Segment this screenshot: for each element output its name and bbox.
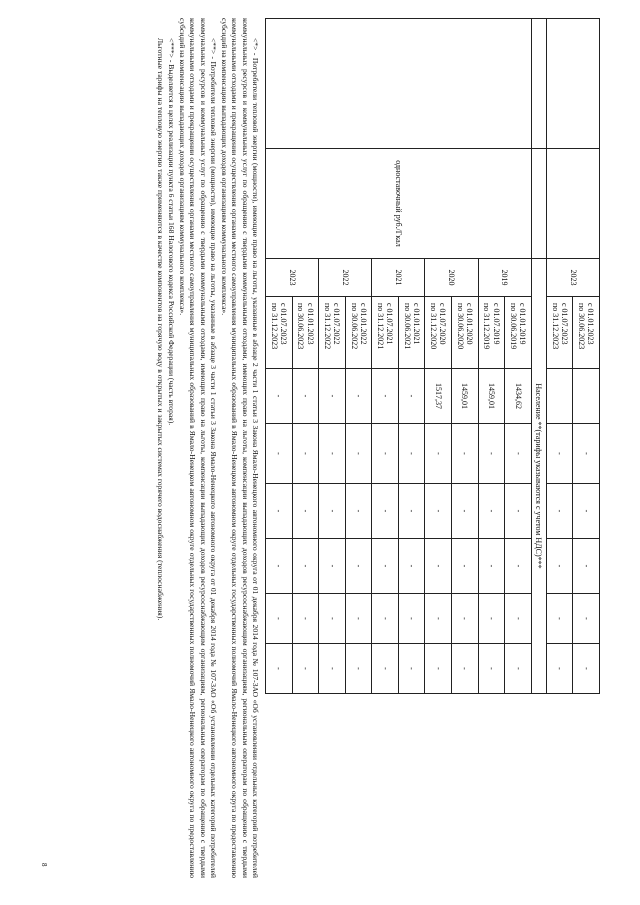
tariff-value: -: [398, 369, 425, 424]
page-number: 8: [40, 863, 48, 867]
period-cell: с 01.01.2023 по 30.06.2023: [573, 297, 600, 369]
tariff-value: 1434,62: [505, 369, 532, 424]
table-row: [505, 19, 532, 694]
value-cell: -: [505, 424, 532, 484]
value-cell: -: [505, 594, 532, 644]
period-cell: с 01.01.2023 по 30.06.2023: [292, 297, 319, 369]
tariff-value: 1517,37: [425, 369, 452, 424]
period-cell: с 01.01.2022 по 30.06.2022: [345, 297, 372, 369]
value-cell: -: [573, 594, 600, 644]
value-cell: -: [319, 594, 346, 644]
period-cell: с 01.07.2021 по 31.12.2021: [372, 297, 399, 369]
value-cell: -: [292, 594, 319, 644]
value-cell: -: [398, 594, 425, 644]
value-cell: -: [573, 484, 600, 539]
period-cell: с 01.01.2020 по 30.06.2020: [452, 297, 479, 369]
value-cell: -: [425, 484, 452, 539]
period-cell: с 01.07.2022 по 31.12.2022: [319, 297, 346, 369]
period-cell: с 01.07.2019 по 31.12.2019: [478, 297, 505, 369]
blank-cell: [531, 149, 546, 259]
value-cell: -: [425, 539, 452, 594]
period-cell: с 01.01.2021 по 30.06.2021: [398, 297, 425, 369]
tariff-value: -: [345, 369, 372, 424]
period-cell: с 01.01.2019 по 30.06.2019: [505, 297, 532, 369]
table-row: [531, 19, 546, 694]
unit-cell: одноставочный руб./Гкал: [266, 149, 532, 259]
value-cell: -: [319, 424, 346, 484]
value-cell: -: [546, 484, 573, 539]
value-cell: -: [345, 484, 372, 539]
footnote: <**> - Потребители тепловой энергии (мощности), имеющие право на льготы, указанные в абзаце 3 части 1 статьи 3 Закона Ямало-Ненецкого автономного округа от 01 декабря 2014 года № 107-ЗАО «Об установлении отдельных категорий потребителей коммунальных ресурсов и коммунальных услуг по обращению с твердыми коммунальными отходами, имеющих право на льготы, компенсации выпадающих доходов ресурсоснабжающим организациям, региональным операторам по обращению с твердыми коммунальными отходами и прекращении осуществления органами местного самоуправления муниципальных образований в Ямало-Ненецком автономном округе отдельных государственных полномочий Ямало-Ненецкого автономного округа по предоставлению субсидий на компенсацию выпадающих доходов организациям коммунального комплекса».: [178, 18, 218, 878]
tariff-value: -: [266, 369, 293, 424]
value-cell: -: [345, 594, 372, 644]
value-cell: -: [452, 644, 479, 694]
year-cell: 2019: [478, 259, 531, 297]
value-cell: -: [573, 539, 600, 594]
value-cell: -: [505, 644, 532, 694]
tariff-value: 1459,01: [478, 369, 505, 424]
year-cell: 2021: [372, 259, 425, 297]
value-cell: -: [372, 644, 399, 694]
value-cell: -: [546, 424, 573, 484]
value-cell: -: [425, 594, 452, 644]
value-cell: -: [546, 644, 573, 694]
footnote: <***> - Выделяется в целях реализации пункта 6 статьи 168 Налогового кодекса Российской Федерации (часть вторая).: [167, 38, 176, 426]
value-cell: -: [266, 594, 293, 644]
value-cell: -: [478, 644, 505, 694]
blank-cell: [546, 149, 599, 259]
year-cell: 2023: [266, 259, 319, 297]
value-cell: -: [478, 594, 505, 644]
rotated-page: [40, 18, 600, 888]
tariff-value: 1459,01: [452, 369, 479, 424]
value-cell: -: [292, 424, 319, 484]
value-cell: -: [478, 484, 505, 539]
value-cell: -: [345, 424, 372, 484]
value-cell: -: [478, 424, 505, 484]
value-cell: -: [398, 644, 425, 694]
value-cell: -: [452, 424, 479, 484]
value-cell: -: [372, 539, 399, 594]
value-cell: -: [266, 484, 293, 539]
value-cell: -: [319, 644, 346, 694]
tariff-value: [546, 369, 573, 424]
period-cell: с 01.07.2023 по 31.12.2023: [266, 297, 293, 369]
value-cell: -: [505, 539, 532, 594]
value-cell: -: [345, 644, 372, 694]
value-cell: -: [319, 484, 346, 539]
tariff-value: [573, 369, 600, 424]
value-cell: -: [452, 594, 479, 644]
year-cell: 2020: [425, 259, 478, 297]
value-cell: -: [425, 424, 452, 484]
value-cell: -: [266, 424, 293, 484]
value-cell: -: [573, 424, 600, 484]
value-cell: -: [398, 424, 425, 484]
value-cell: -: [478, 539, 505, 594]
tariff-table: [265, 18, 600, 694]
value-cell: -: [573, 644, 600, 694]
footnote: Льготные тарифы на тепловую энергию также применяются в качестве компонентов на горячую воду в открытых и закрытых системах горячего водоснабжения (теплоснабжения).: [155, 38, 165, 621]
value-cell: -: [398, 539, 425, 594]
value-cell: -: [266, 539, 293, 594]
value-cell: -: [372, 594, 399, 644]
value-cell: -: [292, 539, 319, 594]
value-cell: -: [425, 644, 452, 694]
value-cell: -: [452, 484, 479, 539]
tariff-value: -: [372, 369, 399, 424]
value-cell: -: [292, 484, 319, 539]
period-cell: с 01.07.2023 по 31.12.2023: [546, 297, 573, 369]
section-header: Население **(тарифы указываются с учетом НДС)***: [531, 259, 546, 694]
table-row: [573, 19, 600, 694]
blank-cell: [266, 19, 532, 149]
value-cell: -: [452, 539, 479, 594]
value-cell: -: [319, 539, 346, 594]
blank-cell: [531, 19, 546, 149]
value-cell: -: [345, 539, 372, 594]
value-cell: -: [546, 594, 573, 644]
year-cell: 2022: [319, 259, 372, 297]
tariff-value: -: [319, 369, 346, 424]
footnote: <*> - Потребители тепловой энергии (мощности), имеющие право на льготы, указанные в абзаце 2 части 1 статьи 3 Закона Ямало-Ненецкого автономного округа от 01 декабря 2014 года № 107-ЗАО «Об установлении отдельных категорий потребителей коммунальных ресурсов и коммунальных услуг по обращению с твердыми коммунальными отходами, имеющих право на льготы, компенсации выпадающих доходов ресурсоснабжающим организациям, региональным операторам по обращению с твердыми коммунальными отходами и прекращении осуществления органами местного самоуправления муниципальных образований в Ямало-Ненецком автономном округе отдельных государственных полномочий Ямало-Ненецкого автономного округа по предоставлению субсидий на компенсацию выпадающих доходов организациям коммунального комплекса».: [220, 18, 260, 878]
value-cell: -: [398, 484, 425, 539]
year-cell: 2023: [546, 259, 599, 297]
value-cell: -: [266, 644, 293, 694]
value-cell: -: [292, 644, 319, 694]
period-cell: с 01.07.2020 по 31.12.2020: [425, 297, 452, 369]
value-cell: -: [546, 539, 573, 594]
value-cell: -: [372, 424, 399, 484]
footnotes: [154, 18, 261, 878]
value-cell: -: [372, 484, 399, 539]
value-cell: -: [505, 484, 532, 539]
tariff-value: -: [292, 369, 319, 424]
blank-cell: [546, 19, 599, 149]
